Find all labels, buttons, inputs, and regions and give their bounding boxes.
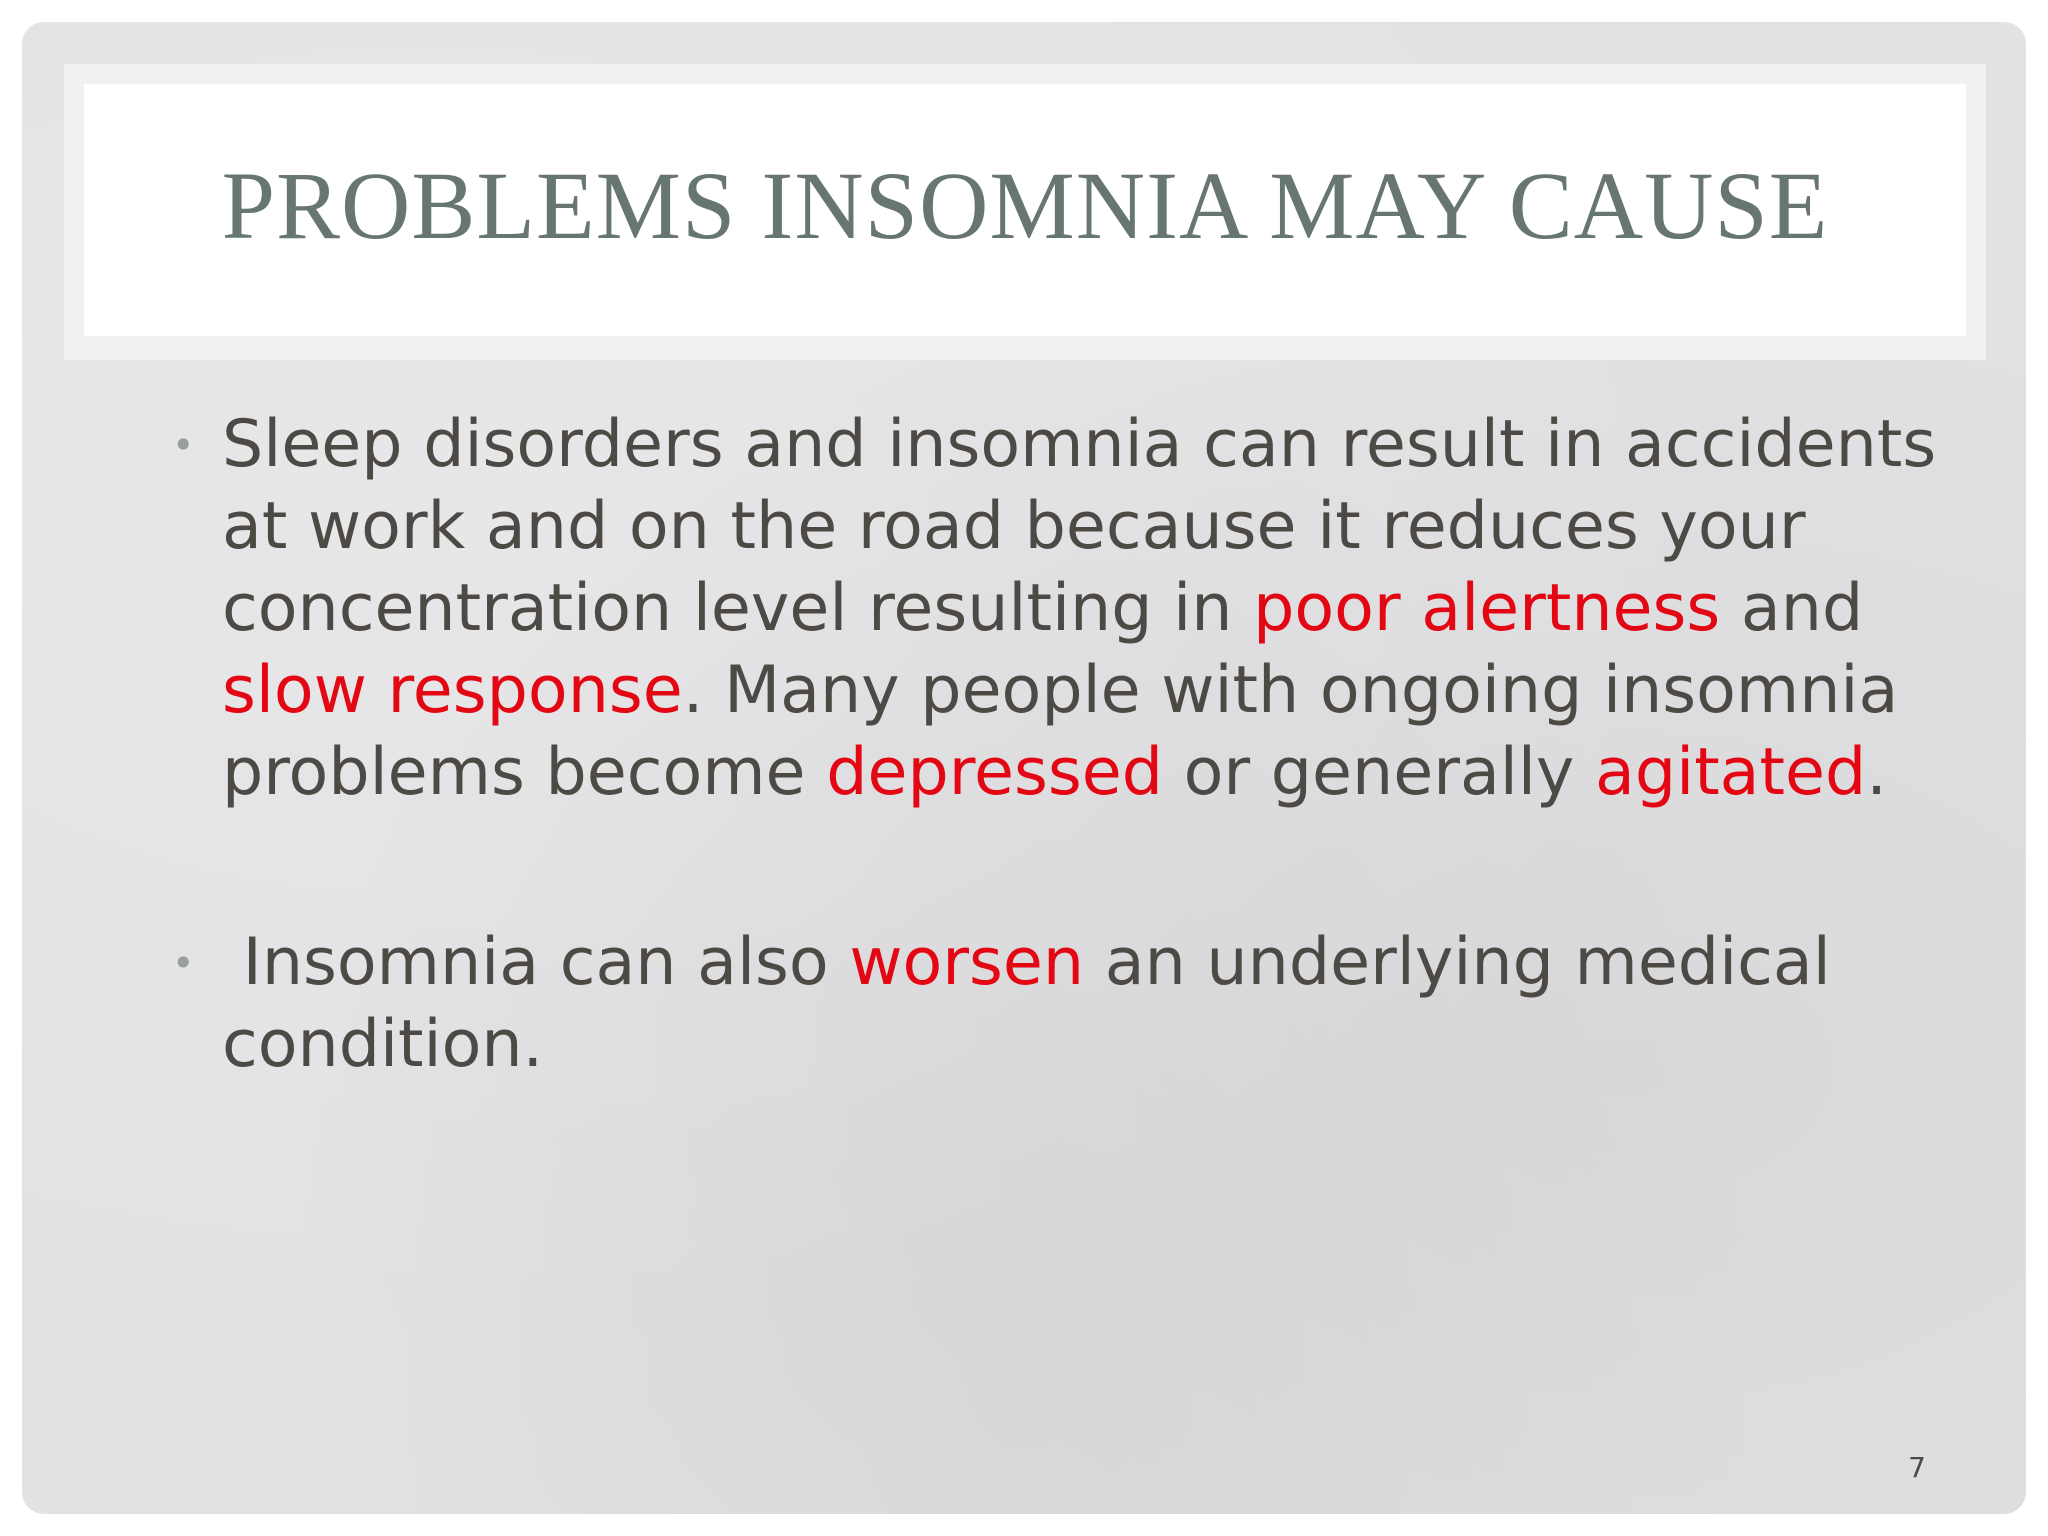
bullet-text-segment: Insomnia can also bbox=[222, 925, 850, 1000]
slide bbox=[22, 22, 2026, 1514]
bullet-text bbox=[222, 922, 1962, 1086]
bullet-marker: • bbox=[172, 941, 195, 985]
bullet-list bbox=[22, 22, 2026, 1514]
page-number: 7 bbox=[1908, 1451, 1926, 1484]
bullet-text-segment: . Many people with ongoing insomnia problems become bbox=[222, 653, 1899, 810]
bullet-text-segment: Sleep disorders and insomnia can result in accidents at work and on the road because it reduces your concentration level resulting in bbox=[222, 407, 1937, 646]
bullet-text-segment: and bbox=[1720, 571, 1864, 646]
bullet-text-segment: an underlying medical condition. bbox=[222, 925, 1831, 1082]
slide-title: PROBLEMS INSOMNIA MAY CAUSE bbox=[221, 151, 1829, 259]
bullet-text-segment: or generally bbox=[1162, 735, 1596, 810]
highlight-slow-response: slow response bbox=[222, 653, 683, 728]
highlight-poor-alertness: poor alertness bbox=[1253, 571, 1721, 646]
highlight-depressed: depressed bbox=[826, 735, 1163, 810]
highlight-agitated: agitated bbox=[1595, 735, 1867, 810]
bullet-marker: • bbox=[172, 423, 195, 467]
bullet-text-segment: . bbox=[1866, 735, 1887, 810]
bullet-text bbox=[222, 404, 1962, 814]
highlight-worsen: worsen bbox=[849, 925, 1085, 1000]
